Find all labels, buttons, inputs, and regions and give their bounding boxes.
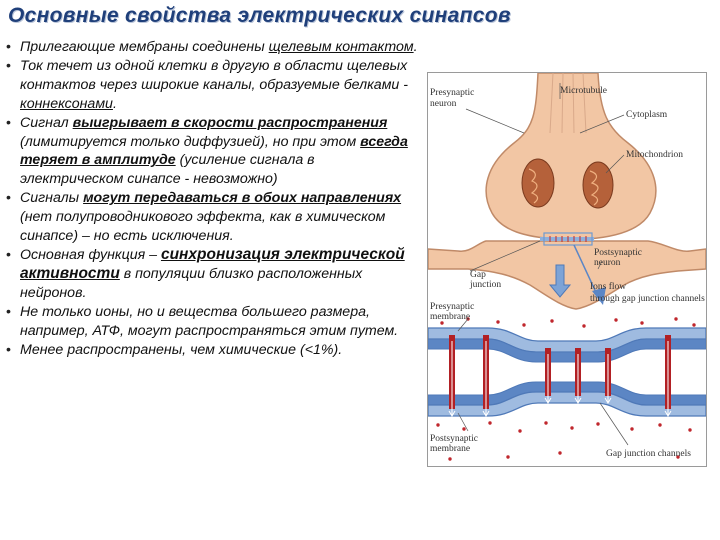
page-title: Основные свойства электрических синапсов [8,4,511,27]
label-mitochondrion: Mitochondrion [626,150,683,160]
ion-dot [544,421,547,424]
bullet-text: выигрывает в скорости распространения [72,114,388,131]
label-presynaptic-neuron-2: neuron [430,99,457,109]
bullet-text: в популяции близко расположенных нейронов. [20,265,363,301]
synapse-diagram [428,73,706,466]
bullet-item [6,38,418,57]
ion-dot [448,457,451,460]
bullet-text: могут передаваться в обоих направлениях [83,190,402,207]
label-presynaptic-neuron-1: Presynaptic [430,88,475,98]
label-gap-junction-channels: Gap junction channels [606,449,691,459]
mitochondrion-left [522,159,554,207]
bullet-text: Прилегающие мембраны соединены [20,39,269,55]
bullet-text: Ток течет из одной клетки в другую в области щелевых контактов через широкие каналы, образуемые белками - [20,57,408,93]
ion-dot [692,323,695,326]
bullet-text: щелевым контактом [268,39,414,55]
label-cytoplasm: Cytoplasm [626,110,668,120]
ion-dot [506,455,509,458]
bullet-item [6,189,418,246]
bullet-text: (усиление сигнала в электрическом синапсе - невозможно) [20,152,315,188]
ion-dot [596,422,599,425]
bullet-item [6,57,418,114]
bullet-text: коннексонами [20,95,113,112]
ion-dot [550,319,553,322]
ion-dot [488,421,491,424]
ion-dot [558,451,561,454]
ion-dot [522,323,525,326]
ion-dot [688,428,691,431]
bullet-item [6,114,418,190]
bullet-item [6,303,418,341]
ion-dot [582,324,585,327]
label-postsynaptic-membrane-2: membrane [430,444,471,454]
bullet-text: . [112,95,117,112]
label-ions-flow-1: Ions flow [590,282,627,292]
label-microtubule: Microtubule [560,86,607,96]
bullet-item [6,341,418,360]
label-presynaptic-membrane-2: membrane [430,312,471,322]
ion-dot [614,318,617,321]
bullet-text: Менее распространены, чем химические (<1%). [20,341,343,358]
bullet-text: Сигналы [20,190,84,207]
bullet-text: Основная функция – [20,246,161,263]
bullet-text: (лимитируется только диффузией), но при этом [20,133,361,150]
label-postsynaptic-neuron-2: neuron [594,258,621,268]
ion-dot [570,426,573,429]
ion-dot [462,427,465,430]
ion-dot [496,320,499,323]
ion-dot [640,321,643,324]
ion-dot [630,427,633,430]
ion-dot [674,317,677,320]
label-gap-junction-1: Gap [470,270,486,280]
label-gap-junction-2: junction [470,280,502,290]
bullet-text: синхронизация электрической активности [20,245,405,282]
bullet-text: Не только ионы, но и вещества большего размера, например, АТФ, могут распространяться этим путем. [20,303,399,339]
bullet-text: всегда теряет в амплитуде [20,133,408,169]
bullet-text: . [413,39,418,55]
label-postsynaptic-neuron-1: Postsynaptic [594,248,643,258]
synapse-figure [427,72,707,467]
label-postsynaptic-membrane-1: Postsynaptic [430,434,479,444]
bullet-text: Сигнал [20,114,73,131]
ion-dot [436,423,439,426]
ion-dot [658,423,661,426]
label-ions-flow-2: through gap junction channels [590,294,705,304]
label-presynaptic-membrane-1: Presynaptic [430,302,475,312]
ion-dot [518,429,521,432]
bullet-list [6,38,418,359]
bullet-text: (нет полупроводникового эффекта, как в химическом синапсе) – но есть исключения. [20,209,386,245]
bullet-item [6,246,418,303]
